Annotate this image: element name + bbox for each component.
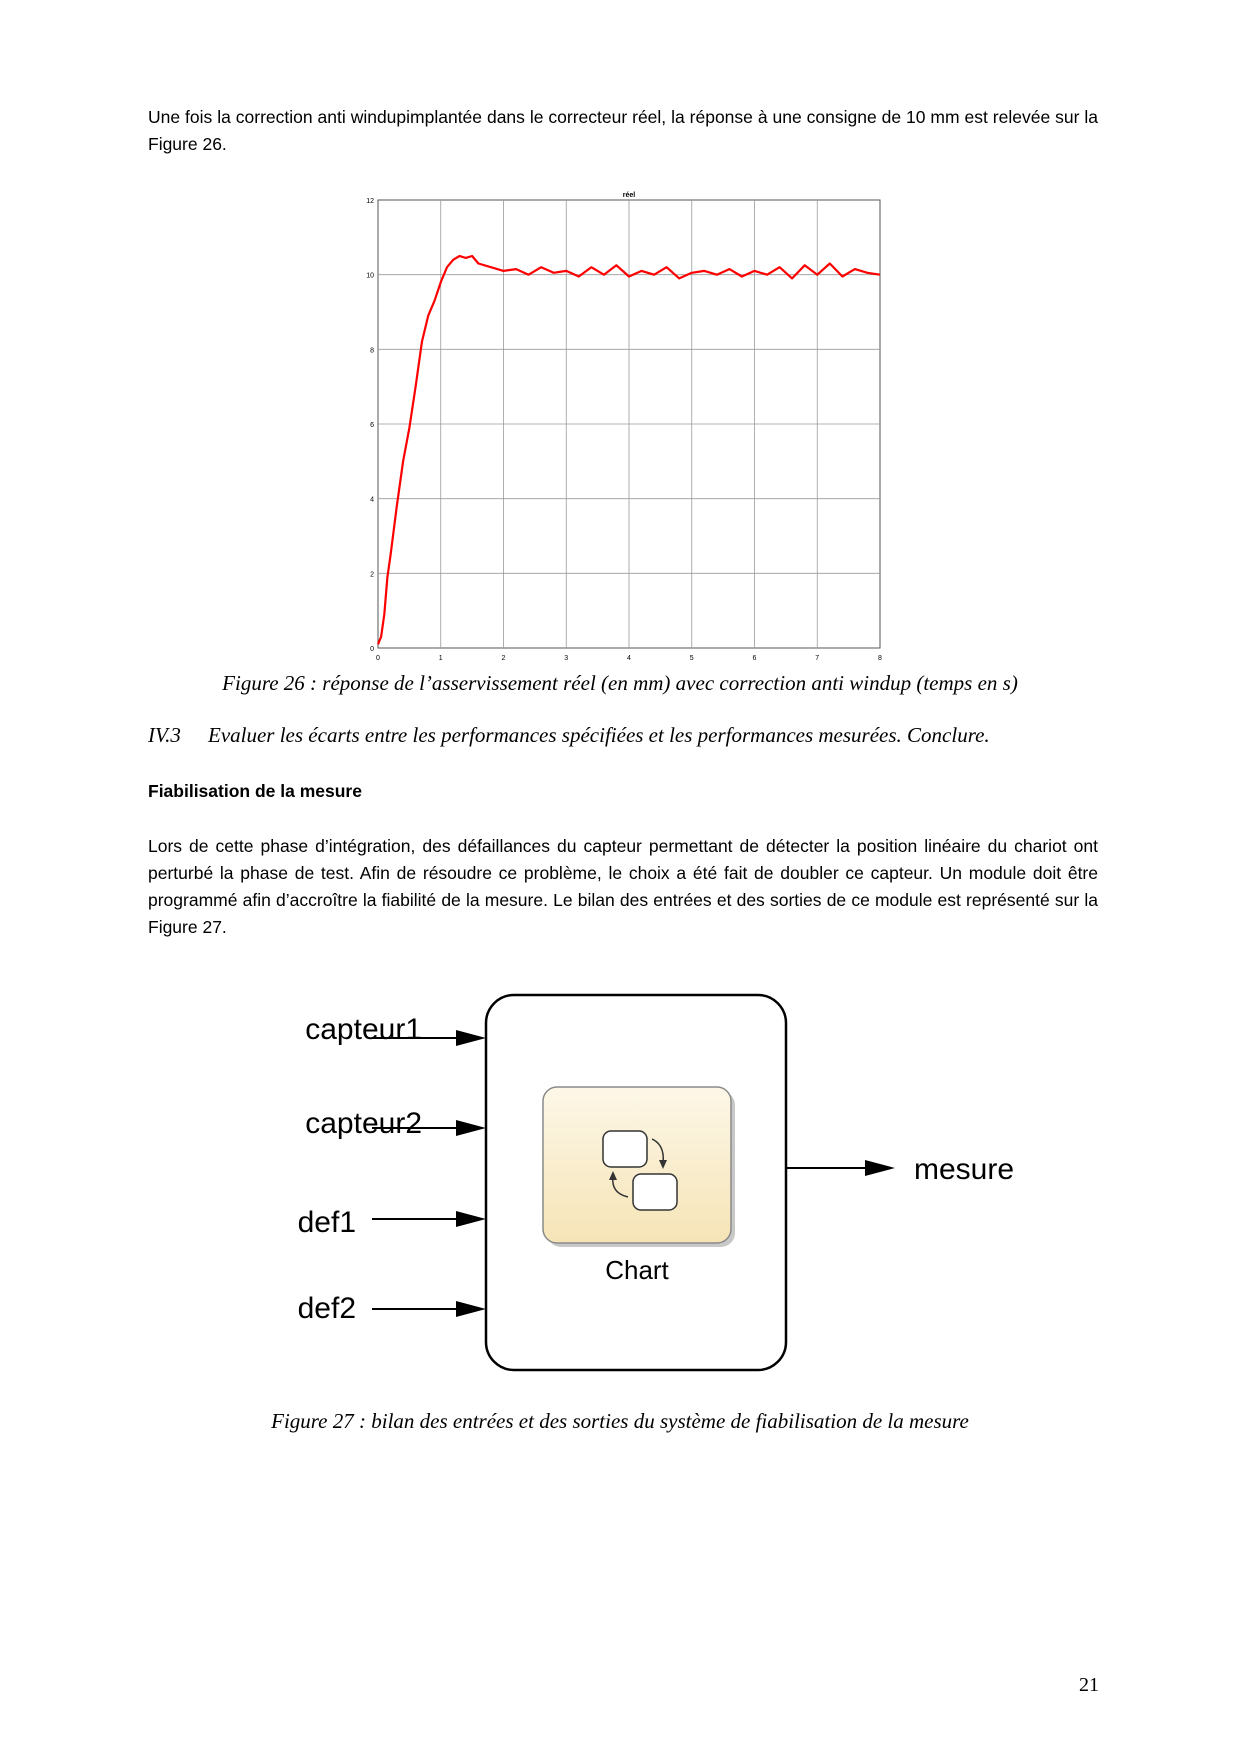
input-label-def2: def2 xyxy=(297,1292,356,1325)
y-tick-label: 2 xyxy=(370,571,374,579)
x-tick-label: 1 xyxy=(438,655,443,662)
input-arrowhead-capteur2 xyxy=(456,1120,486,1136)
page-number: 21 xyxy=(1079,1674,1099,1696)
section-heading: Fiabilisation de la mesure xyxy=(148,781,362,801)
section-paragraph: Lors de cette phase d’intégration, des défaillances du capteur permettant de détecter la position linéaire du chariot ont perturbé la phase de test. Afin de résoudre ce problème, le choix a été fait de doubler ce capteur. Un module doit être programmé afin d’accroître la fiabilité de la mesure. Le bilan des entrées et des sorties de ce module est représenté sur la Figure 27. xyxy=(148,836,1098,937)
chart-background xyxy=(360,188,890,666)
figure-27-diagram xyxy=(200,985,1060,1385)
x-tick-label: 7 xyxy=(815,655,820,662)
figure-26-caption: Figure 26 : réponse de l’asservissement réel (en mm) avec correction anti windup (temps en s) xyxy=(222,671,1018,695)
x-tick-label: 5 xyxy=(689,655,694,662)
question-number: IV.3 xyxy=(148,723,181,747)
state-icon-2 xyxy=(633,1174,677,1210)
figure-27-caption: Figure 27 : bilan des entrées et des sorties du système de fiabilisation de la mesure xyxy=(271,1409,969,1433)
chart-title: réel xyxy=(622,192,636,199)
input-arrowhead-def2 xyxy=(456,1301,486,1317)
x-tick-label: 6 xyxy=(752,655,757,662)
figure-26-chart xyxy=(360,188,890,666)
y-tick-label: 4 xyxy=(370,496,374,504)
x-tick-label: 4 xyxy=(627,655,631,662)
input-label-def1: def1 xyxy=(297,1206,356,1239)
input-label-capteur1: capteur1 xyxy=(305,1013,422,1046)
intro-paragraph: Une fois la correction anti windupimplantée dans le correcteur réel, la réponse à une consigne de 10 mm est relevée sur la Figure 26. xyxy=(148,107,1098,154)
y-tick-label: 6 xyxy=(370,422,374,429)
x-tick-label: 2 xyxy=(501,655,506,662)
output-label-mesure: mesure xyxy=(914,1153,1015,1186)
y-tick-label: 0 xyxy=(370,646,374,653)
input-label-capteur2: capteur2 xyxy=(305,1107,422,1140)
y-tick-label: 8 xyxy=(370,347,374,355)
input-arrowhead-def1 xyxy=(456,1211,486,1227)
input-arrowhead-capteur1 xyxy=(456,1030,486,1046)
state-icon-1 xyxy=(603,1131,647,1167)
chart-block-label: Chart xyxy=(605,1255,669,1285)
y-tick-label: 10 xyxy=(366,272,374,280)
y-tick-label: 12 xyxy=(366,198,374,205)
x-tick-label: 3 xyxy=(564,655,569,662)
question-iv3 xyxy=(148,723,1138,748)
question-text: Evaluer les écarts entre les performances spécifiées et les performances mesurées. Conclure. xyxy=(208,723,990,747)
x-tick-label: 8 xyxy=(878,655,882,662)
output-arrowhead xyxy=(865,1160,895,1176)
x-tick-label: 0 xyxy=(376,655,380,662)
